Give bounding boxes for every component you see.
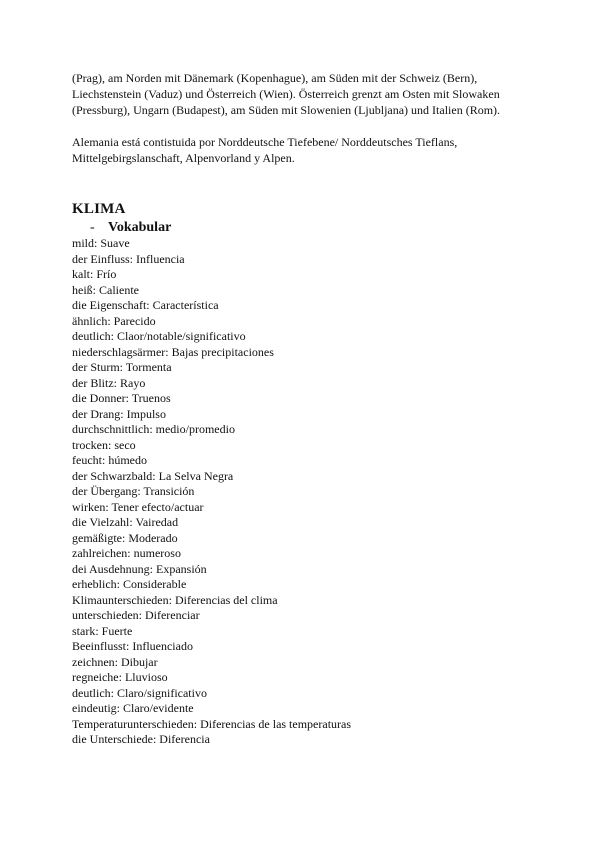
vocabulary-item: der Schwarzbald: La Selva Negra bbox=[72, 468, 234, 483]
paragraph-regions: Alemania está contistuida por Norddeutsche Tiefebene/ Norddeutsches Tieflans, Mittelgebirgslanschaft, Alpenvorland y Alpen. bbox=[72, 135, 458, 165]
vocabulary-item: der Einfluss: Influencia bbox=[72, 251, 185, 266]
vocabulary-item: der Sturm: Tormenta bbox=[72, 360, 172, 374]
vocabulary-item: die Eigenschaft: Característica bbox=[72, 298, 219, 312]
vocabulary-item: der Übergang: Transición bbox=[72, 484, 195, 498]
vocabulary-item: trocken: seco bbox=[72, 437, 136, 452]
list-bullet: - bbox=[90, 220, 95, 235]
vocabulary-item: die Vielzahl: Vairedad bbox=[72, 515, 179, 529]
vocabulary-item: zahlreichen: numeroso bbox=[72, 546, 181, 560]
document-page bbox=[72, 70, 542, 748]
vocabulary-item: heiß: Caliente bbox=[72, 282, 139, 297]
vocabulary-item: zeichnen: Dibujar bbox=[72, 654, 158, 669]
vocabulary-item: durchschnittlich: medio/promedio bbox=[72, 422, 235, 436]
vocabulary-item: wirken: Tener efecto/actuar bbox=[72, 499, 204, 514]
vocabulary-item: niederschlagsärmer: Bajas precipitaciones bbox=[72, 344, 274, 359]
vocabulary-item: mild: Suave bbox=[72, 236, 130, 250]
vocabulary-item: feucht: húmedo bbox=[72, 453, 147, 467]
vocabulary-item: regneiche: Lluvioso bbox=[72, 670, 168, 684]
vocabulary-item: stark: Fuerte bbox=[72, 623, 133, 638]
vocabulary-item: Temperaturunterschieden: Diferencias de las temperaturas bbox=[72, 716, 352, 731]
vocabulary-item: die Unterschiede: Diferencia bbox=[72, 732, 210, 746]
vocabulary-item: deutlich: Claor/notable/significativo bbox=[72, 329, 246, 343]
section-heading-klima: KLIMA bbox=[72, 201, 126, 217]
vocabulary-item: erheblich: Considerable bbox=[72, 577, 187, 591]
vocabulary-item: deutlich: Claro/significativo bbox=[72, 685, 207, 700]
subheading-text: Vokabular bbox=[108, 220, 172, 235]
vocabulary-item: dei Ausdehnung: Expansión bbox=[72, 561, 207, 576]
vocabulary-item: eindeutig: Claro/evidente bbox=[72, 701, 194, 715]
vocabulary-item: Klimaunterschieden: Diferencias del clima bbox=[72, 592, 278, 607]
vocabulary-item: der Blitz: Rayo bbox=[72, 375, 146, 390]
paragraph-borders: (Prag), am Norden mit Dänemark (Kopenhague), am Süden mit der Schweiz (Bern), Liechstenstein (Vaduz) und Österreich (Wien). Österreich grenzt am Osten mit Slowaken (Pressburg), Ungarn (Budapest), am Süden mit Slowenien (Ljubljana) und Italien (Rom). bbox=[72, 71, 501, 117]
subheading-vokabular bbox=[72, 219, 542, 236]
vocabulary-item: gemäßigte: Moderado bbox=[72, 530, 178, 545]
vocabulary-list bbox=[72, 236, 542, 748]
vocabulary-item: die Donner: Truenos bbox=[72, 391, 171, 405]
vocabulary-item: Beeinflusst: Influenciado bbox=[72, 639, 193, 653]
vocabulary-item: unterschieden: Diferenciar bbox=[72, 608, 200, 622]
vocabulary-item: ähnlich: Parecido bbox=[72, 313, 156, 328]
vocabulary-item: der Drang: Impulso bbox=[72, 406, 166, 421]
vocabulary-item: kalt: Frío bbox=[72, 267, 117, 281]
